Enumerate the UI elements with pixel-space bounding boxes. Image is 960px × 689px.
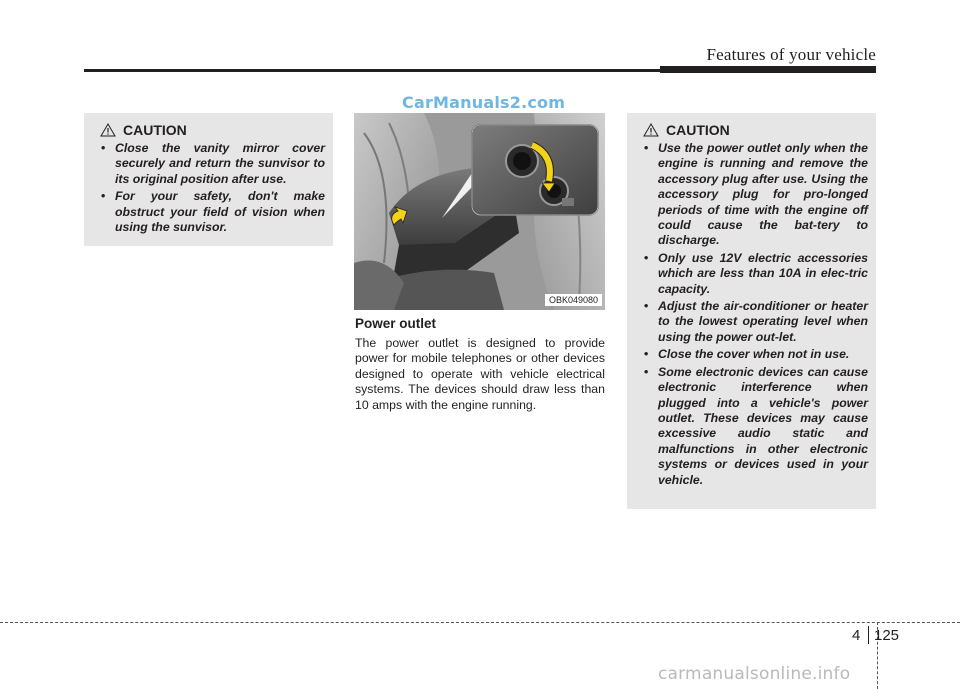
caution-item: • For your safety, don't make obstruct your field of vision when using the sunvisor.	[92, 189, 325, 235]
caution-title	[643, 122, 868, 138]
chapter-number: 4	[852, 627, 861, 644]
footer-rule	[0, 622, 960, 623]
caution-item: • Only use 12V electric accessories which are less than 10A in elec-tric capacity.	[635, 251, 868, 297]
page-number: 125	[874, 627, 900, 644]
caution-box-left	[84, 113, 333, 246]
page-header-title: Features of your vehicle	[706, 45, 876, 64]
caution-item: • Close the vanity mirror cover securely and return the sunvisor to its original position after use.	[92, 141, 325, 187]
watermark-top: CarManuals2.com	[402, 93, 566, 112]
watermark-bottom: carmanualsonline.info	[658, 664, 851, 684]
console-illustration	[354, 113, 605, 310]
header-rule-accent	[660, 66, 876, 73]
section-heading: Power outlet	[355, 316, 437, 331]
power-outlet-photo	[354, 113, 605, 310]
caution-title-text: CAUTION	[123, 122, 187, 138]
section-body: The power outlet is designed to provide power for mobile telephones or other devices designed to operate with vehicle electrical systems. The devices should draw less than 10 amps with the engine running.	[355, 336, 605, 412]
caution-box-right	[627, 113, 876, 509]
caution-item: • Close the cover when not in use.	[635, 347, 868, 362]
caution-item: • Use the power outlet only when the engine is running and remove the accessory plug after use. Using the accessory plug for pro-longed periods of time with the engine off could cause the bat-tery to discharge.	[635, 141, 868, 249]
warning-triangle-icon	[643, 123, 659, 137]
caution-list-left	[92, 141, 325, 235]
caution-item: • Some electronic devices can cause electronic interference when plugged into a vehicle's power outlet. These devices may cause excessive audio static and malfunctions in other electronic systems or devices used in your vehicle.	[635, 365, 868, 488]
page-number-divider	[868, 626, 869, 644]
caution-item: • Adjust the air-conditioner or heater to the lowest operating level when using the power out-let.	[635, 299, 868, 345]
caution-list-right	[635, 141, 868, 488]
caution-title	[100, 122, 325, 138]
warning-triangle-icon	[100, 123, 116, 137]
caution-title-text: CAUTION	[666, 122, 730, 138]
figure-code: OBK049080	[545, 294, 602, 306]
